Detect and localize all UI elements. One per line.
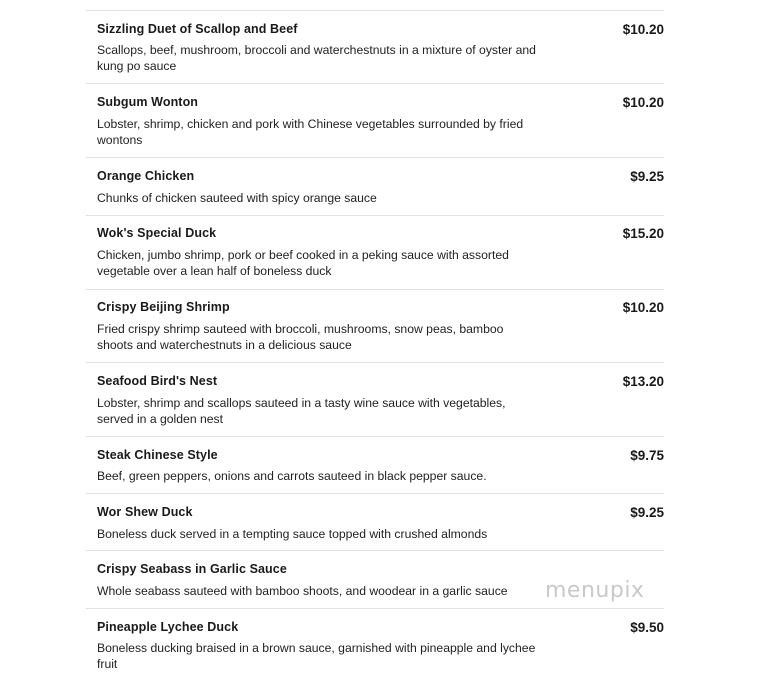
item-description: Beef, green peppers, onions and carrots sauteed in black pepper sauce. [97,469,487,483]
menu-item [86,83,664,157]
item-description: Chicken, jumbo shrimp, pork or beef cooked in a peking sauce with assorted vegetable over a lean half of boneless duck [97,248,509,278]
menu-item [86,157,664,215]
item-name: Orange Chicken [97,169,195,183]
item-name: Seafood Bird's Nest [97,374,218,388]
item-description: Whole seabass sauteed with bamboo shoots, and woodear in a garlic sauce [97,584,508,598]
menu-item [86,608,664,676]
item-price: $10.20 [622,95,664,110]
menu-item [86,436,664,493]
menu-item [86,215,664,289]
item-description: Scallops, beef, mushroom, broccoli and waterchestnuts in a mixture of oyster and kung po sauce [97,43,536,73]
item-description: Lobster, shrimp and scallops sauteed in a tasty wine sauce with vegetables, served in a golden nest [97,396,506,426]
item-name: Wor Shew Duck [97,505,193,519]
item-name: Subgum Wonton [97,95,199,109]
item-description: Lobster, shrimp, chicken and pork with Chinese vegetables surrounded by fried wontons [97,117,524,147]
item-description: Fried crispy shrimp sauteed with broccoli, mushrooms, snow peas, bamboo shoots and waterchestnuts in a delicious sauce [97,322,504,352]
item-name: Pineapple Lychee Duck [97,620,239,634]
menu-item [86,10,664,83]
item-price: $13.20 [622,374,664,389]
menu-item [86,493,664,550]
item-price: $15.20 [622,226,664,241]
item-name: Steak Chinese Style [97,448,218,462]
item-description: Boneless ducking braised in a brown sauce, garnished with pineapple and lychee fruit [97,641,536,671]
item-name: Crispy Seabass in Garlic Sauce [97,562,287,576]
menu-item [86,289,664,362]
item-name: Wok's Special Duck [97,226,217,240]
item-price: $9.25 [630,169,664,184]
item-price: $10.20 [622,22,664,37]
item-description: Chunks of chicken sauteed with spicy orange sauce [97,191,377,205]
item-price: $9.75 [630,448,664,463]
item-price: $10.20 [622,300,664,315]
item-description: Boneless duck served in a tempting sauce topped with crushed almonds [97,527,488,541]
menu-item [86,362,664,436]
item-name: Crispy Beijing Shrimp [97,300,230,314]
item-price: $9.50 [630,620,664,635]
item-name: Sizzling Duet of Scallop and Beef [97,22,298,36]
item-price: $9.25 [630,505,664,520]
menupix-watermark: menupix [545,578,645,603]
